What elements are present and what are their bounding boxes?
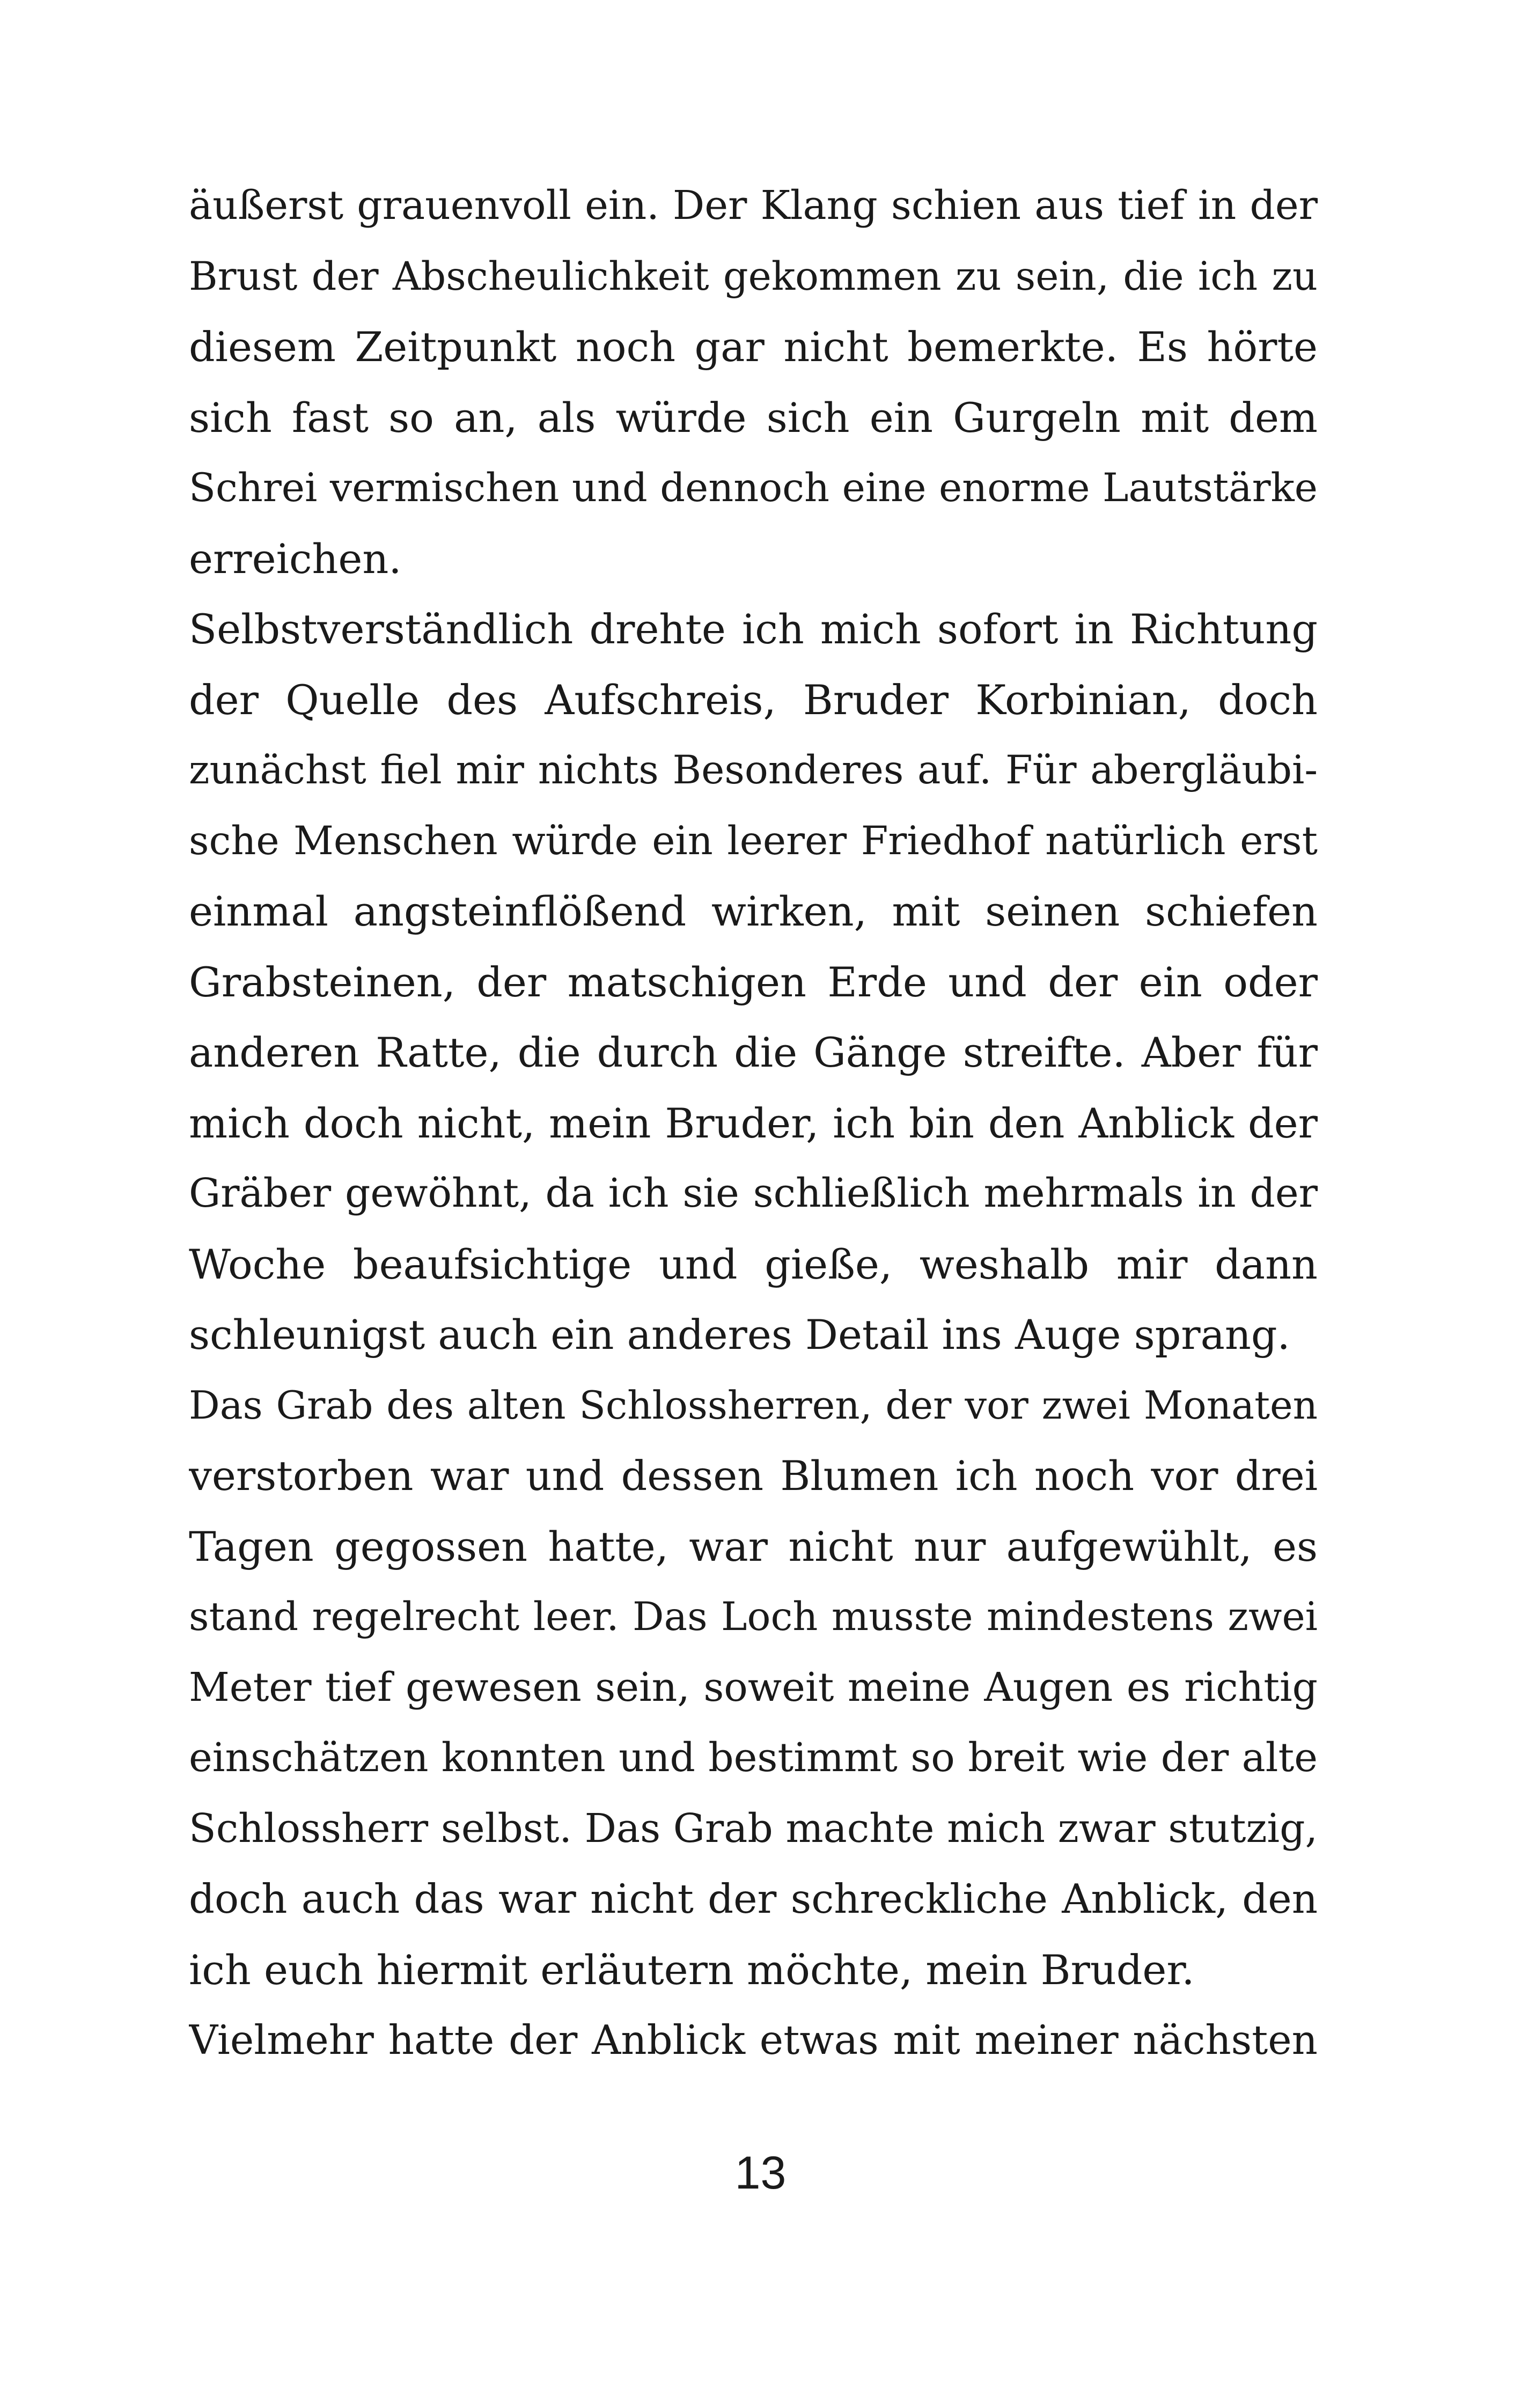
text-line: Tagen gegossen hatte, war nicht nur aufgewühlt, es xyxy=(189,1522,1318,1570)
text-line: zunächst fiel mir nichts Besonderes auf. Für abergläubi- xyxy=(189,747,1318,793)
text-line: mich doch nicht, mein Bruder, ich bin den Anblick der xyxy=(189,1099,1318,1147)
text-line: Woche beaufsichtige und gieße, weshalb mir dann xyxy=(189,1240,1318,1288)
text-line: schleunigst auch ein anderes Detail ins Auge sprang. xyxy=(189,1311,1290,1359)
text-line: Gräber gewöhnt, da ich sie schließlich mehrmals in der xyxy=(189,1170,1318,1216)
text-line: einschätzen konnten und bestimmt so breit wie der alte xyxy=(189,1735,1318,1781)
page-number: 13 xyxy=(734,2147,787,2199)
text-line: Vielmehr hatte der Anblick etwas mit meiner nächsten xyxy=(189,2016,1318,2064)
text-line: anderen Ratte, die durch die Gänge streifte. Aber für xyxy=(189,1029,1318,1076)
text-line: Schrei vermischen und dennoch eine enorme Lautstärke xyxy=(189,465,1318,511)
text-line: diesem Zeitpunkt noch gar nicht bemerkte. Es hörte xyxy=(189,323,1318,371)
text-line: Schlossherr selbst. Das Grab machte mich zwar stutzig, xyxy=(189,1805,1318,1852)
text-line: Selbstverständlich drehte ich mich sofort in Richtung xyxy=(189,605,1318,653)
text-line: einmal angsteinflößend wirken, mit seinen schiefen xyxy=(189,887,1318,935)
text-line: erreichen. xyxy=(189,534,402,583)
text-line: doch auch das war nicht der schreckliche Anblick, den xyxy=(189,1875,1318,1922)
text-line: Das Grab des alten Schlossherren, der vor zwei Monaten xyxy=(189,1382,1318,1428)
text-line: Meter tief gewesen sein, soweit meine Augen es richtig xyxy=(189,1664,1318,1710)
body-text xyxy=(189,171,1318,2076)
text-line: verstorben war und dessen Blumen ich noch vor drei xyxy=(189,1452,1318,1500)
text-line: Grabsteinen, der matschigen Erde und der ein oder xyxy=(189,958,1318,1006)
text-line: sche Menschen würde ein leerer Friedhof natürlich erst xyxy=(189,818,1318,864)
text-line: stand regelrecht leer. Das Loch musste mindestens zwei xyxy=(189,1594,1318,1640)
text-line: der Quelle des Aufschreis, Bruder Korbinian, doch xyxy=(189,676,1318,724)
text-line: äußerst grauenvoll ein. Der Klang schien aus tief in der xyxy=(189,182,1318,229)
text-line: ich euch hiermit erläutern möchte, mein Bruder. xyxy=(189,1946,1195,1994)
text-line: Brust der Abscheulichkeit gekommen zu sein, die ich zu xyxy=(189,253,1318,299)
text-line: sich fast so an, als würde sich ein Gurgeln mit dem xyxy=(189,393,1318,442)
